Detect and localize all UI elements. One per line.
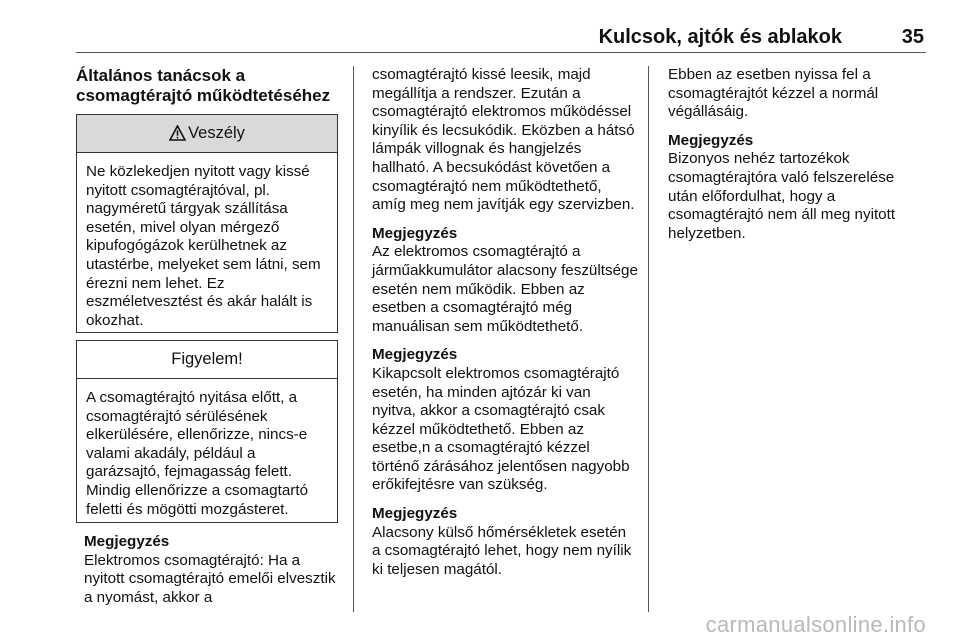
caution-box-text: A csomagtérajtó nyitása előtt, a csomagtérajtó sérülésének elkerülésére, ellenőrizze, nincs-e valami akadály, például a garázsajtó, fejmagasság felett. Mindig ellenőrizze a csomagtartó feletti és mögötti mozgásteret. (86, 389, 309, 518)
note-block (668, 132, 922, 244)
note-label: Megjegyzés (372, 505, 458, 523)
warning-triangle-icon (169, 118, 186, 155)
page-header (76, 26, 926, 50)
note-text: Az elektromos csomagtérajtó a járműakkumulátor alacsony feszültsége esetén nem működik. Ebben az esetben a csomagtérajtó még manuálisan sem működtethető. (372, 243, 638, 335)
section-title-line-2: csomagtérajtó működtetéséhez (76, 86, 331, 105)
column-divider-1 (353, 66, 354, 612)
watermark: carmanualsonline.info (705, 612, 926, 637)
note-label: Megjegyzés (372, 224, 458, 242)
column-1-note (84, 533, 340, 607)
note-text: Elektromos csomagtérajtó: Ha a nyitott csomagtérajtó emelői elvesztik a nyomást, akkor a (84, 551, 336, 606)
header-rule (76, 52, 926, 53)
paragraph: csomagtérajtó kissé leesik, majd megállítja a rendszer. Ezután a csomagtérajtó elektromos működéssel kinyílik és lecsukódik. Eközben a hátsó lámpák villognak és hangjelzés hallható. A becsukódást követően a csomagtérajtó nem működtethető, amíg meg nem javítják egy szervizben. (372, 66, 635, 214)
section-title-line-1: Általános tanácsok a (76, 66, 246, 85)
note-block (372, 225, 638, 337)
note-text: Alacsony külső hőmérsékletek esetén a csomagtérajtó lehet, hogy nem nyílik ki teljesen magától. (372, 523, 632, 578)
paragraph: Ebben az esetben nyissa fel a csomagtérajtót kézzel a normál végállásáig. (668, 66, 879, 121)
note-text: Bizonyos nehéz tartozékok csomagtérajtóra való felszerelése után előfordulhat, hogy a csomagtérajtó nem áll meg nyitott helyzetben. (668, 150, 896, 242)
caution-box-header (77, 341, 337, 379)
chapter-title: Kulcsok, ajtók és ablakok (598, 26, 842, 48)
section-title (76, 66, 344, 106)
column-1 (76, 66, 344, 106)
danger-box-text: Ne közlekedjen nyitott vagy kissé nyitott csomagtérajtóval, pl. nagyméretű tárgyak szállítása esetén, mivel olyan mérgező kipufogógázok kerülhetnek az utastérbe, melyeket sem látni, sem érezni nem lehet. Ez eszméletvesztést és akár halált is okozhat. (86, 163, 321, 329)
note-text: Kikapcsolt elektromos csomagtérajtó esetén, ha minden ajtózár ki van nyitva, akkor a csomagtérajtó csak kézzel működtethető. Ebben az esetbe,n a csomagtérajtó kézzel történő zárásához jelentősen nagyobb erőkifejtésre van szükség. (372, 364, 630, 494)
caution-box (76, 340, 338, 523)
note-block (372, 505, 638, 579)
danger-box-heading: Veszély (188, 124, 245, 142)
note-label: Megjegyzés (372, 346, 458, 364)
caution-box-heading: Figyelem! (171, 350, 243, 368)
note-label: Megjegyzés (84, 533, 170, 550)
note-label: Megjegyzés (668, 131, 754, 149)
column-2 (372, 66, 638, 589)
column-3 (668, 66, 922, 253)
note-block (372, 346, 638, 495)
page-number: 35 (901, 26, 924, 48)
danger-box (76, 114, 338, 333)
danger-box-header (77, 115, 337, 153)
column-divider-2 (648, 66, 649, 612)
